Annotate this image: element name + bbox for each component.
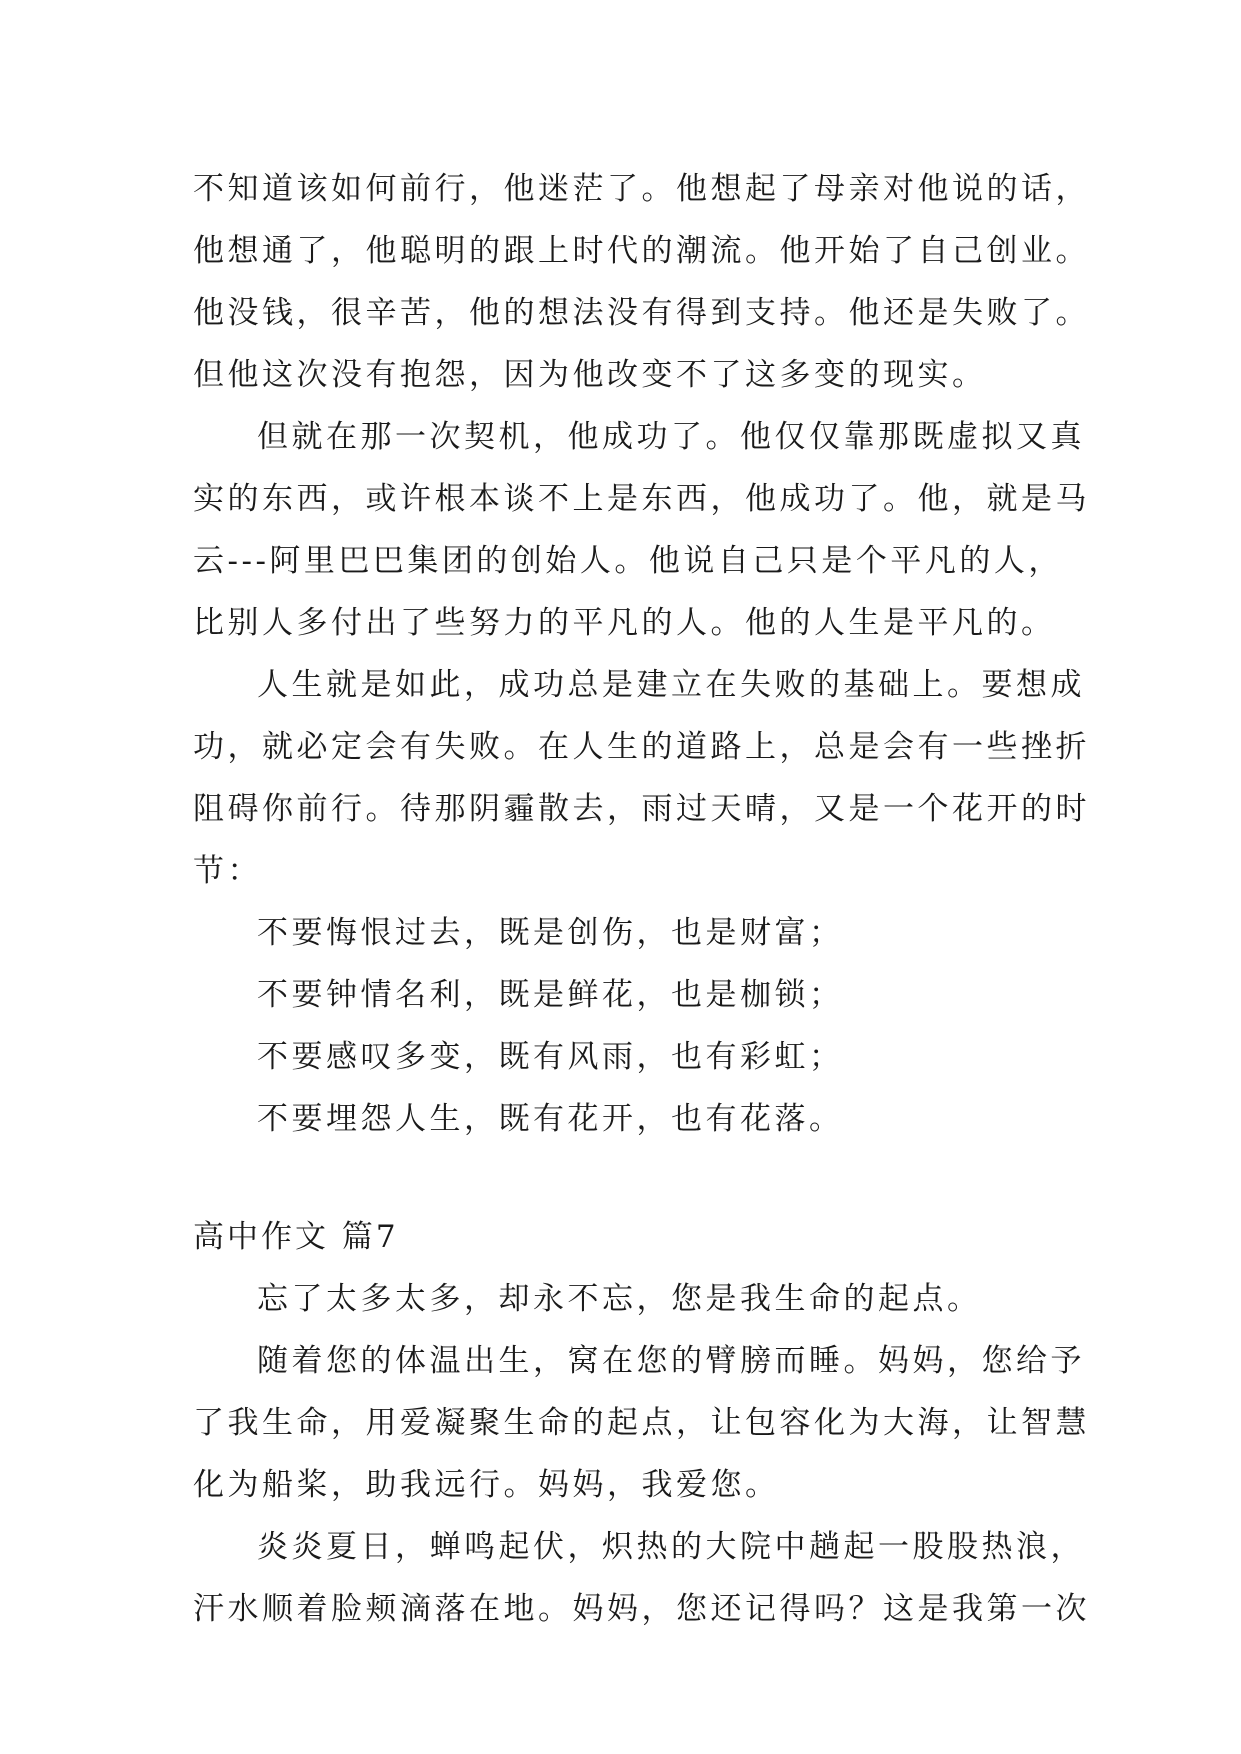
text-line: 不知道该如何前行，他迷茫了。他想起了母亲对他说的话， xyxy=(193,171,1090,207)
paragraph-5 xyxy=(193,1330,1090,1516)
text-line: 节： xyxy=(193,853,262,889)
text-line: 云---阿里巴巴集团的创始人。他说自己只是个平凡的人， xyxy=(193,543,1063,579)
text-line: 他没钱，很辛苦，他的想法没有得到支持。他还是失败了。 xyxy=(193,295,1090,331)
verse-line: 不要钟情名利，既是鲜花，也是枷锁； xyxy=(257,977,844,1013)
paragraph-1 xyxy=(193,158,1090,406)
verse-block xyxy=(193,902,1073,1150)
text-line: 但他这次没有抱怨，因为他改变不了这多变的现实。 xyxy=(193,357,987,393)
text-line: 人生就是如此，成功总是建立在失败的基础上。要想成 xyxy=(257,667,1085,703)
text-line: 汗水顺着脸颊滴落在地。妈妈，您还记得吗？这是我第一次 xyxy=(193,1591,1090,1627)
text-line: 化为船桨，助我远行。妈妈，我爱您。 xyxy=(193,1467,780,1503)
document-body xyxy=(193,158,1090,1640)
text-line: 实的东西，或许根本谈不上是东西，他成功了。他，就是马 xyxy=(193,481,1090,517)
text-line: 功，就必定会有失败。在人生的道路上，总是会有一些挫折 xyxy=(193,729,1090,765)
verse-line: 不要悔恨过去，既是创伤，也是财富； xyxy=(257,915,844,951)
paragraph-4 xyxy=(193,1268,1073,1330)
text-line: 但就在那一次契机，他成功了。他仅仅靠那既虚拟又真 xyxy=(257,419,1085,455)
text-line: 他想通了，他聪明的跟上时代的潮流。他开始了自己创业。 xyxy=(193,233,1090,269)
verse-line: 不要感叹多变，既有风雨，也有彩虹； xyxy=(257,1039,844,1075)
paragraph-6 xyxy=(193,1516,1090,1640)
paragraph-2 xyxy=(193,406,1090,654)
text-line: 随着您的体温出生，窝在您的臂膀而睡。妈妈，您给予 xyxy=(257,1343,1085,1379)
section-gap xyxy=(193,1150,1073,1206)
text-line: 了我生命，用爱凝聚生命的起点，让包容化为大海，让智慧 xyxy=(193,1405,1090,1441)
text-line: 阻碍你前行。待那阴霾散去，雨过天晴，又是一个花开的时 xyxy=(193,791,1090,827)
verse-line: 不要埋怨人生，既有花开，也有花落。 xyxy=(257,1101,844,1137)
text-line: 忘了太多太多，却永不忘，您是我生命的起点。 xyxy=(257,1281,982,1317)
section-heading: 高中作文 篇7 xyxy=(193,1219,399,1255)
paragraph-3 xyxy=(193,654,1090,902)
text-line: 比别人多付出了些努力的平凡的人。他的人生是平凡的。 xyxy=(193,605,1056,641)
text-line: 炎炎夏日，蝉鸣起伏，炽热的大院中趟起一股股热浪， xyxy=(257,1529,1085,1565)
